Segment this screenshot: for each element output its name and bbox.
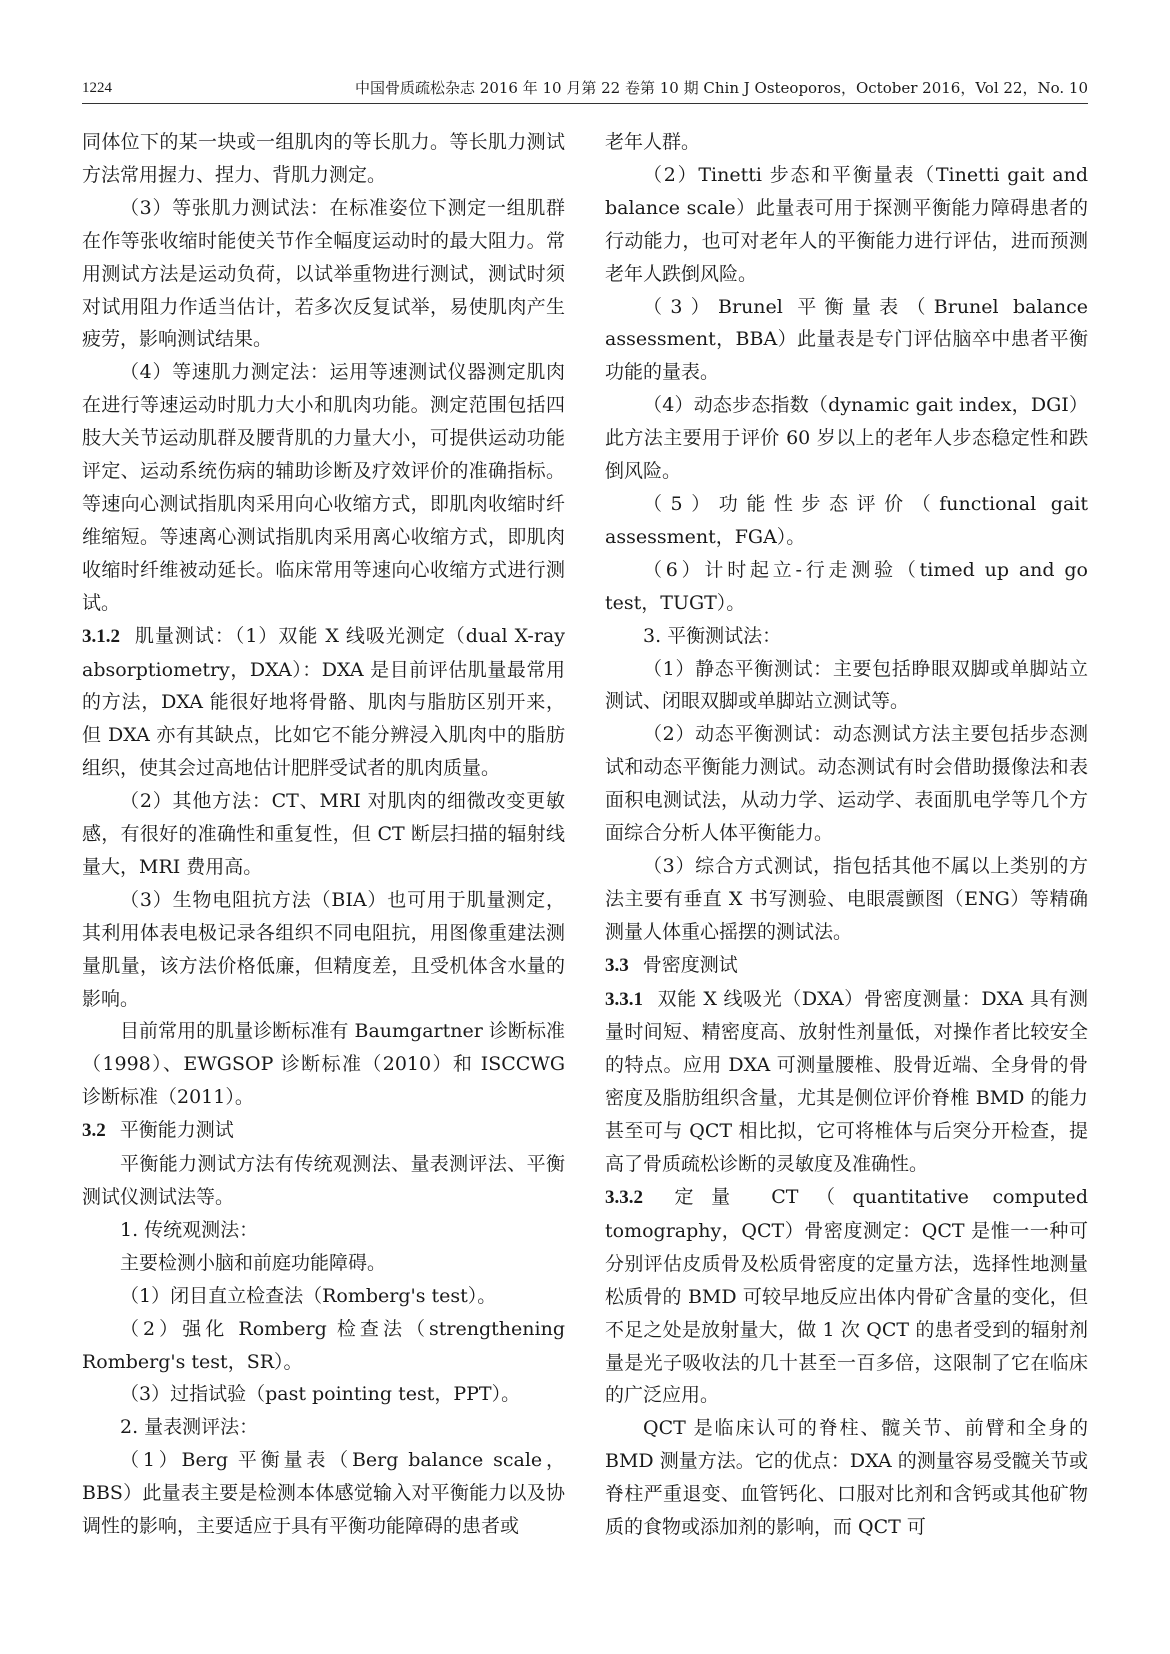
section-heading [82,620,565,786]
section-number: 3.3 [605,954,629,976]
paragraph: （3）等张肌力测试法：在标准姿位下测定一组肌群在作等张收缩时能使关节作全幅度运动时的最大阻力。常用测试方法是运动负荷，以试举重物进行测试，测试时须对试用阻力作适当估计，若多次反复试举，易使肌肉产生疲劳，影响测试结果。 [82,196,565,351]
paragraph: （2）Tinetti 步态和平衡量表（Tinetti gait and balance scale）此量表可用于探测平衡能力障碍患者的行动能力，也可对老年人的平衡能力进行评估，进而预测老年人跌倒风险。 [605,163,1088,285]
page-number: 1224 [82,80,112,96]
paragraph: （2）强化 Romberg 检查法（strengthening Romberg's test，SR）。 [82,1317,565,1373]
page-header [82,76,1088,100]
section-text: 双能 X 线吸光（DXA）骨密度测量：DXA 具有测量时间短、精密度高、放射性剂量低，对操作者比较安全的特点。应用 DXA 可测量腰椎、股骨近端、全身骨的骨密度及脂肪组织含量，尤其是侧位评价脊椎 BMD 的能力甚至可与 QCT 相比拟，它可将椎体与后突分开检查，提高了骨质疏松诊断的灵敏度及准确性。 [605,987,1088,1176]
paragraph: （2）其他方法：CT、MRI 对肌肉的细微改变更敏感，有很好的准确性和重复性，但 CT 断层扫描的辐射线量大，MRI 费用高。 [82,790,565,878]
header-rule [82,103,1088,104]
paragraph: 同体位下的某一块或一组肌肉的等长肌力。等长肌力测试方法常用握力、捏力、背肌力测定。 [82,131,565,186]
section-number: 3.1.2 [82,625,120,647]
section-number: 3.2 [82,1120,106,1142]
section-text: 骨密度测试 [642,953,738,976]
paragraph: （3）过指试验（past pointing test，PPT）。 [120,1383,521,1406]
section-text: 肌量测试：（1）双能 X 线吸光测定（dual X-ray absorptiometry，DXA）：DXA 是目前评估肌量最常用的方法，DXA 能很好地将骨骼、肌肉与脂肪区别开来，但 DXA 亦有其缺点，比如它不能分辨浸入肌肉中的脂肪组织，使其会过高地估计肥胖受试者的肌肉质量。 [82,624,565,780]
right-column [605,126,1088,1544]
paragraph: （6）计时起立-行走测验（timed up and go test，TUGT）。 [605,558,1088,614]
paragraph: （3）Brunel 平衡量表（Brunel balance assessment，BBA）此量表是专门评估脑卒中患者平衡功能的量表。 [605,295,1088,384]
paragraph: 目前常用的肌量诊断标准有 Baumgartner 诊断标准（1998）、EWGSOP 诊断标准（2010）和 ISCCWG 诊断标准（2011）。 [82,1020,565,1109]
paragraph: （5）功能性步态评价（functional gait assessment，FGA）。 [605,492,1088,548]
section-heading [82,1114,565,1148]
paragraph: 平衡能力测试方法有传统观测法、量表测评法、平衡测试仪测试法等。 [82,1153,565,1208]
section-text: 定量 CT（quantitative computed tomography，QCT）骨密度测定：QCT 是惟一一种可分别评估皮质骨及松质骨密度的定量方法，选择性地测量松质骨的 BMD 可较早地反应出体内骨矿含量的变化，但不足之处是放射量大，做 1 次 QCT 的患者受到的辐射剂量是光子吸收法的几十甚至一百多倍，这限制了它在临床的广泛应用。 [605,1186,1088,1407]
paragraph: （2）动态平衡测试：动态测试方法主要包括步态测试和动态平衡能力测试。动态测试有时会借助摄像法和表面积电测试法，从动力学、运动学、表面肌电学等几个方面综合分析人体平衡能力。 [605,723,1088,845]
paragraph: （3）生物电阻抗方法（BIA）也可用于肌量测定，其利用体表电极记录各组织不同电阻抗，用图像重建法测量肌量，该方法价格低廉，但精度差，且受机体含水量的影响。 [82,888,565,1010]
section-heading [605,1181,1088,1412]
paragraph: 主要检测小脑和前庭功能障碍。 [120,1251,387,1274]
paragraph: 1. 传统观测法： [120,1218,259,1241]
paragraph: 老年人群。 [605,131,701,153]
section-number: 3.3.1 [605,988,643,1010]
section-text: 平衡能力测试 [119,1119,234,1142]
section-number: 3.3.2 [605,1187,643,1208]
paragraph: （1）闭目直立检查法（Romberg's test）。 [120,1284,497,1307]
paragraph: （1）静态平衡测试：主要包括睁眼双脚或单脚站立测试、闭眼双脚或单脚站立测试等。 [605,657,1088,713]
paragraph: 3. 平衡测试法： [643,624,782,647]
section-heading [605,983,1088,1181]
section-heading [605,949,1088,983]
journal-citation: 中国骨质疏松杂志 2016 年 10 月第 22 卷第 10 期 Chin J Osteoporos，October 2016，Vol 22，No. 10 [355,79,1088,97]
paragraph: （4）动态步态指数（dynamic gait index，DGI）此方法主要用于评价 60 岁以上的老年人步态稳定性和跌倒风险。 [605,394,1088,483]
paragraph: 2. 量表测评法： [120,1416,259,1439]
left-column [82,126,565,1543]
paragraph: （3）综合方式测试，指包括其他不属以上类别的方法主要有垂直 X 书写测验、电眼震颤图（ENG）等精确测量人体重心摇摆的测试法。 [605,854,1088,943]
paragraph: QCT 是临床认可的脊柱、髋关节、前臂和全身的 BMD 测量方法。它的优点：DXA 的测量容易受髋关节或脊柱严重退变、血管钙化、口服对比剂和含钙或其他矿物质的食物或添加剂的影响，而 QCT 可 [605,1417,1088,1539]
paragraph: （1）Berg 平衡量表（Berg balance scale，BBS）此量表主要是检测本体感觉输入对平衡能力以及协调性的影响，主要适应于具有平衡功能障碍的患者或 [82,1449,565,1538]
paragraph: （4）等速肌力测定法：运用等速测试仪器测定肌肉在进行等速运动时肌力大小和肌肉功能。测定范围包括四肢大关节运动肌群及腰背肌的力量大小，可提供运动功能评定、运动系统伤病的辅助诊断及疗效评价的准确指标。等速向心测试指肌肉采用向心收缩方式，即肌肉收缩时纤维缩短。等速离心测试指肌肉采用离心收缩方式，即肌肉收缩时纤维被动延长。临床常用等速向心收缩方式进行测试。 [82,361,565,614]
